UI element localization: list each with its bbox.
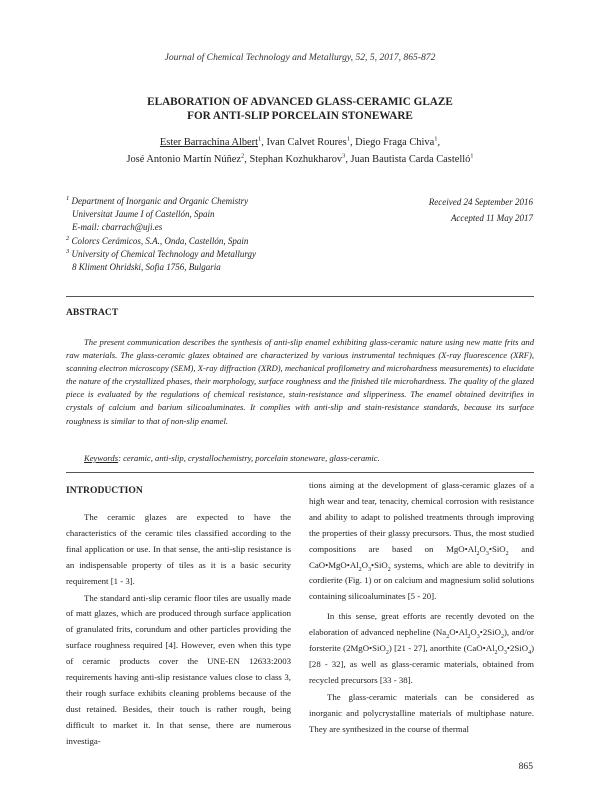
contact-email[interactable]: E-mail: cbarrach@uji.es: [72, 222, 163, 233]
author-6: , Juan Bautista Carda Castelló: [345, 154, 471, 165]
authors-line-2: José Antonio Martín Núñez$^2$, Stephan Kozhukharov$^3$, Juan Bautista Carda Castelló$^1$: [126, 152, 474, 165]
affiliations: $^1$ Department of Inorganic and Organic Chemistry Universitat Jaume I of Castellón, Spain E-mail: cbarrach@uji.es $^2$ Colorcs Cerámicos, S.A., Onda, Castellón, Spain $^3$ University of Chemical Technology and Metallurgy 8 Kliment Ohridski, Sofia 1756, Bulgaria: [66, 195, 366, 274]
paragraph: In this sense, great efforts are recently devoted on the elaboration of advanced nepheline $(Na_2O•Al_2O_3•2SiO_2)$, and/or forsterite (2MgO•SiO$_2$) [21 - 27], anorthite $(CaO•Al_2O_3•2SiO_4)$ [28 - 32], as well as glass-ceramic materials, obtained from recycled precursors [33 - 38].: [309, 611, 534, 685]
left-column: [66, 510, 291, 750]
authors-line-1: Ester Barrachina Albert$^1$, Ivan Calvet Roures$^1$, Diego Fraga Chiva$^1$,: [159, 135, 441, 148]
affiliation-1: Department of Inorganic and Organic Chemistry: [69, 196, 249, 206]
divider-bottom: [66, 472, 534, 473]
keywords-label: Keywords: [84, 453, 119, 463]
author-5: , Stephan Kozhukharov: [244, 154, 343, 165]
author-list: [0, 134, 600, 168]
keywords: [84, 453, 380, 463]
page-number: 865: [518, 761, 533, 772]
paragraph: The ceramic glazes are expected to have the characteristics of the ceramic tiles classified according to the final application or use. In that sense, the anti-slip resistance is an indispensable property of tiles as it is a basic security requirement [1 - 3].: [66, 512, 291, 586]
title-line-2: FOR ANTI-SLIP PORCELAIN STONEWARE: [187, 110, 413, 122]
affiliation-3: University of Chemical Technology and Metallurgy: [69, 248, 257, 259]
right-column: [309, 478, 534, 738]
keywords-text: : ceramic, anti-slip, crystallochemistry, porcelain stoneware, glass-ceramic.: [118, 453, 380, 463]
paper-title: [0, 95, 600, 123]
paragraph: The standard anti-slip ceramic floor tiles are usually made of matt glazes, which are produced through surface application of granulated frits, corundum and other particles providing the surface roughness required [4]. However, even when this type of ceramic products cover the UNE-EN 12633:2003 requirements having anti-slip resistance values close to class 3, their rough surface exhibits cleaning problems because of the dust retained. Besides, their touch is rather rough, being difficult to market it. In that sense, there are numerous investiga-: [66, 592, 291, 746]
abstract-text: The present communication describes the synthesis of anti-slip enamel exhibiting glass-ceramic nature using new matte frits and raw materials. The glass-ceramic glazes obtained are characterized by various instrumental techniques (X-ray fluorescence (XRF), scanning electron microscopy (SEM), X-ray diffraction (XRD), mechanical profilometry and microhardness measurements) to elucidate the nature of the crystallized phases, their morphology, surface roughness and the finished tile microhardness. The quality of the glazed piece is evaluated by the regulations of chemical resistance, stain-resistance and slipperiness. The enamel obtained devitrifies in crystals of calcium and barium silicoaluminates. It complies with anti-slip and stain-resistance standards, because its surface roughness is similar to that of non-slip enamel.: [66, 337, 534, 426]
divider-top: [66, 296, 534, 297]
paragraph: tions aiming at the development of glass-ceramic glazes of a high wear and tear, tenacity, chemical corrosion with resistance and ability to adapt to polished treatments through improving the properties of their glassy precursors. Thus, the most studied compositions are based on $MgO•Al_2O_3•SiO_2$ and $CaO•MgO•Al_2O_3•SiO_2$ systems, which are able to devitrify in cordierite (Fig. 1) or on calcium and magnesium solid solutions containing silicoaluminates [5 - 20].: [309, 480, 535, 602]
author-4: José Antonio Martín Núñez: [126, 154, 242, 165]
author-1[interactable]: Ester Barrachina Albert: [159, 137, 259, 148]
author-2: , Ivan Calvet Roures: [261, 137, 347, 148]
journal-header: Journal of Chemical Technology and Metallurgy, 52, 5, 2017, 865-872: [164, 52, 436, 63]
introduction-heading: INTRODUCTION: [66, 485, 143, 496]
received-date: Received 24 September 2016: [428, 197, 533, 207]
affiliation-2: Colorcs Cerámicos, S.A., Onda, Castellón, Spain: [69, 235, 249, 246]
abstract-heading: ABSTRACT: [66, 307, 119, 318]
title-line-1: ELABORATION OF ADVANCED GLASS-CERAMIC GLAZE: [147, 96, 453, 108]
accepted-date: Accepted 11 May 2017: [450, 212, 533, 223]
author-3: , Diego Fraga Chiva: [349, 137, 435, 148]
article-dates: [429, 195, 533, 226]
paragraph: The glass-ceramic materials can be considered as inorganic and polycrystalline materials of multiphase nature. They are synthesized in the course of thermal: [309, 691, 534, 734]
